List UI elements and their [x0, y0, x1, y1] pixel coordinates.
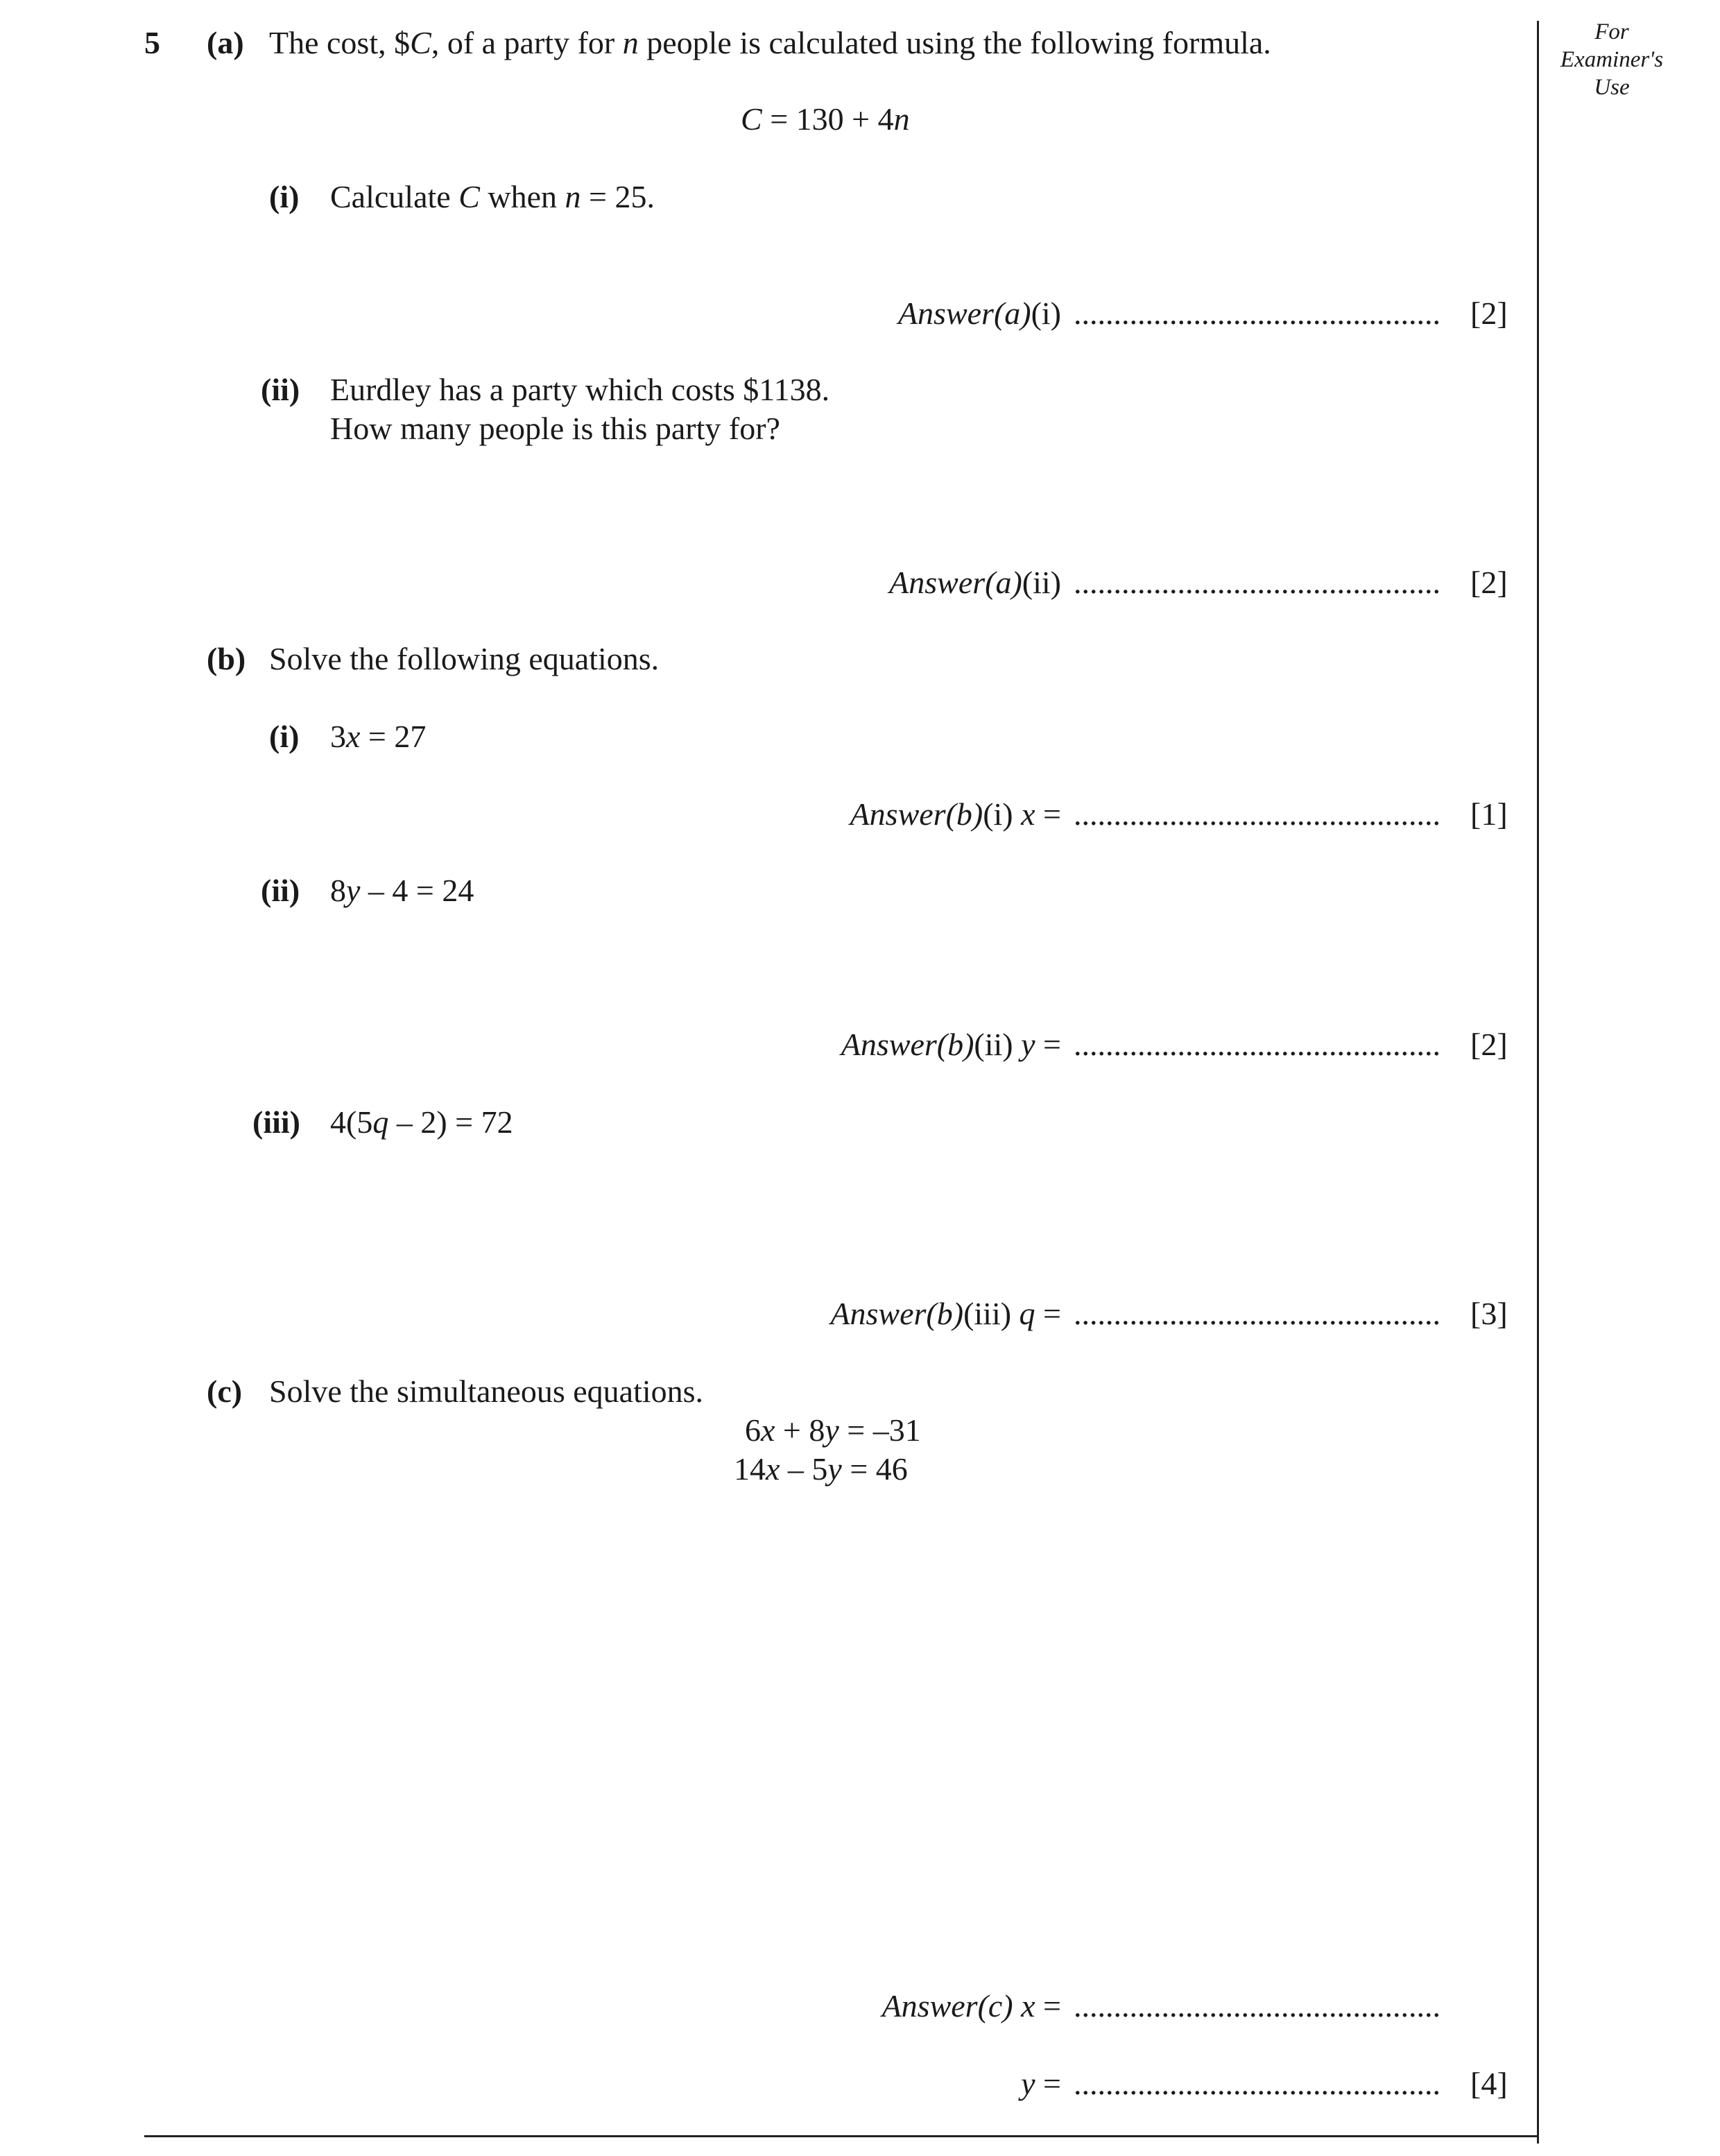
part-b-ii-equation — [330, 871, 474, 910]
part-a-i-text-3: = 25. — [580, 179, 655, 214]
part-b-text: Solve the following equations. — [269, 641, 660, 676]
part-a-i-var-c: C — [458, 179, 480, 214]
part-a-i-text-2: when — [479, 179, 565, 214]
part-a-text-3: people is calculated using the following formula. — [638, 25, 1271, 60]
marks-b-ii: [2] — [1470, 1027, 1508, 1062]
answer-b-i-label — [850, 795, 1061, 834]
part-b-iii-eq-1: 4(5 — [330, 1104, 373, 1140]
part-b-iii-eq-2: – 2) = 72 — [388, 1104, 513, 1140]
answer-a-i-field[interactable]: .............................................. — [1074, 296, 1440, 331]
marks-b-i: [1] — [1470, 796, 1508, 832]
eq1-var-y: y — [825, 1412, 839, 1448]
bottom-rule — [144, 2135, 1538, 2137]
marks-b-iii: [3] — [1470, 1296, 1508, 1331]
answer-b-ii-part: (ii) — [974, 1027, 1022, 1062]
marks-a-i: [2] — [1470, 296, 1508, 331]
answer-a-ii-prefix: Answer(a) — [889, 565, 1022, 600]
answer-a-i-prefix: Answer(a) — [897, 296, 1031, 331]
marks-a-ii: [2] — [1470, 565, 1508, 600]
formula-var-c: C — [741, 101, 762, 137]
examiner-use-line-3: Use — [1594, 75, 1630, 100]
part-a-text-1: The cost, $ — [269, 25, 411, 60]
formula-body: = 130 + 4 — [762, 101, 894, 137]
answer-b-ii-var: y — [1021, 1027, 1035, 1062]
part-b-label: (b) — [207, 641, 246, 676]
part-c-text: Solve the simultaneous equations. — [269, 1374, 704, 1409]
part-a-ii-line-1: Eurdley has a party which costs $1138. — [330, 372, 830, 407]
part-b-i-var-x: x — [346, 719, 361, 754]
part-a-text — [269, 24, 1271, 62]
part-a-var-c: C — [410, 25, 431, 60]
part-b-iii-var-q: q — [372, 1104, 389, 1140]
part-b-i-eq-2: = 27 — [360, 719, 427, 754]
answer-b-ii-eq: = — [1035, 1027, 1061, 1062]
eq2-var-y: y — [827, 1451, 842, 1487]
answer-a-i-part: (i) — [1031, 296, 1061, 331]
part-c-label: (c) — [207, 1374, 243, 1409]
answer-b-ii-label — [841, 1025, 1061, 1064]
question-number: 5 — [144, 25, 160, 60]
answer-c-y-field[interactable]: .............................................. — [1074, 2066, 1440, 2101]
answer-c-var-x: x — [1021, 1988, 1035, 2024]
answer-a-i-label — [898, 294, 1061, 333]
eq2-coef-y: – 5 — [780, 1451, 828, 1487]
eq1-rhs: = –31 — [839, 1412, 921, 1448]
answer-b-iii-var: q — [1019, 1296, 1035, 1331]
part-a-i-text — [330, 178, 655, 216]
part-a-ii-label: (ii) — [261, 372, 300, 407]
part-b-iii-label: (iii) — [252, 1104, 300, 1140]
answer-c-var-y: y — [1021, 2066, 1035, 2101]
part-a-i-var-n: n — [565, 179, 581, 214]
eq2-rhs: = 46 — [841, 1451, 908, 1487]
simultaneous-equation-1 — [745, 1411, 921, 1450]
answer-b-i-part: (i) — [983, 796, 1022, 832]
answer-b-iii-part: (iii) — [963, 1296, 1020, 1331]
part-b-ii-eq-1: 8 — [330, 873, 346, 908]
answer-b-iii-eq: = — [1035, 1296, 1061, 1331]
eq2-var-x: x — [766, 1451, 780, 1487]
answer-b-i-var: x — [1021, 796, 1035, 832]
part-b-ii-label: (ii) — [261, 873, 300, 908]
answer-c-prefix: Answer(c) — [882, 1988, 1022, 2024]
answer-c-x-eq: = — [1035, 1988, 1061, 2024]
examiner-margin-line — [1537, 21, 1539, 2144]
eq1-var-x: x — [761, 1412, 775, 1448]
answer-a-ii-part: (ii) — [1022, 565, 1061, 600]
part-b-ii-eq-2: – 4 = 24 — [360, 873, 474, 908]
part-a-ii-line-2: How many people is this party for? — [330, 411, 780, 446]
answer-b-iii-field[interactable]: .............................................. — [1074, 1296, 1440, 1331]
part-b-i-eq-1: 3 — [330, 719, 346, 754]
part-b-i-equation — [330, 717, 426, 756]
formula — [741, 100, 910, 139]
eq1-coef-x: 6 — [745, 1412, 761, 1448]
answer-b-iii-prefix: Answer(b) — [830, 1296, 964, 1331]
answer-c-y-eq: = — [1035, 2066, 1061, 2101]
answer-b-i-field[interactable]: .............................................. — [1074, 796, 1440, 832]
part-b-ii-var-y: y — [346, 873, 361, 908]
answer-b-ii-prefix: Answer(b) — [841, 1027, 974, 1062]
answer-b-i-prefix: Answer(b) — [850, 796, 983, 832]
part-a-text-2: , of a party for — [431, 25, 623, 60]
part-a-i-text-1: Calculate — [330, 179, 459, 214]
answer-c-x-label — [882, 1987, 1061, 2026]
answer-a-ii-field[interactable]: .............................................. — [1074, 565, 1440, 600]
formula-var-n: n — [893, 101, 910, 137]
part-a-var-n: n — [622, 25, 639, 60]
answer-b-ii-field[interactable]: .............................................. — [1074, 1027, 1440, 1062]
part-b-i-label: (i) — [269, 719, 300, 754]
answer-c-x-field[interactable]: .............................................. — [1074, 1988, 1440, 2024]
answer-b-i-eq: = — [1035, 796, 1061, 832]
examiner-use-line-2: Examiner's — [1560, 47, 1664, 72]
answer-c-y-label — [1021, 2064, 1061, 2103]
marks-c: [4] — [1470, 2066, 1508, 2101]
simultaneous-equation-2 — [734, 1450, 908, 1489]
part-b-iii-equation — [330, 1103, 513, 1142]
part-a-label: (a) — [207, 25, 244, 60]
answer-b-iii-label — [830, 1294, 1061, 1333]
examiner-use-label — [1542, 18, 1681, 101]
answer-a-ii-label — [889, 563, 1061, 602]
part-a-i-label: (i) — [269, 179, 300, 214]
eq2-coef-x: 14 — [734, 1451, 766, 1487]
eq1-coef-y: + 8 — [775, 1412, 825, 1448]
examiner-use-line-1: For — [1594, 19, 1629, 44]
